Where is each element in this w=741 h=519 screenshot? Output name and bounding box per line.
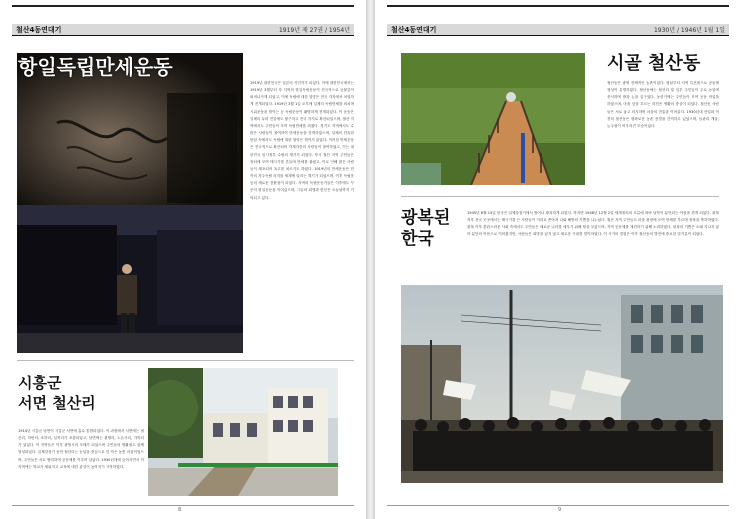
page-number: 8 — [178, 507, 182, 513]
section-title-siheung-line1: 시흥군 — [18, 374, 62, 392]
book-gutter — [366, 0, 375, 519]
section-divider — [401, 196, 719, 197]
page-number: 9 — [558, 507, 562, 513]
header-date: 1919년 제 27권 / 1954년 — [278, 27, 350, 34]
header-label: 철산4동연대기 — [16, 25, 62, 34]
page-header — [12, 24, 354, 36]
photo-rural-bridge — [401, 53, 585, 185]
bottom-rule — [12, 505, 354, 506]
section-title-siheung-line2: 서면 철산리 — [18, 394, 96, 412]
photo-classroom — [17, 205, 243, 353]
section-body-siheung: 1914년 시흥군 남면이 시흥군 서면에 흡수 통합되었다. 이 과정에서 서면에는 철산리, 하안리, 소하리, 일직리가 포함되었고, 남면에는 광명리, 노온사리, 가학리가 있었다. 이 지역들은 이후 광명시의 모태가 되었으며 주민들의 생활권도 함께 형성되었다. 일제강점기 동안 철산리는 농업을 중심으로 한 작은 농촌 마을이었으며, 주민들은 서로 협력하며 공동체를 이루어 살았다. 1930년대에 들어서면서 이 지역에는 학교가 세워지고 교육에 대한 관심이 높아지기 시작하였다. — [18, 429, 144, 469]
page-header — [387, 24, 729, 36]
bottom-rule — [387, 505, 729, 506]
section-title-rural: 시골 철산동 — [607, 53, 701, 74]
section-body-liberation: 1945년 8월 15일 한국은 일제강점기에서 벗어나 광복하게 되었다. 하지만 1948년 12월 2일 세계정치의 흐름에 따라 남북이 분단되는 아픔을 겪게 되었다. 광복 직후 전국 곳곳에서는 태극기를 든 사람들이 거리로 쏟아져 나와 해방의 기쁨을 나누었다. 철산 지역 주민들도 마을 광장에 모여 만세를 부르며 광복을 축하하였다. 광복 이후 혼란스러운 사회 속에서도 주민들은 새로운 나라를 세우기 위해 힘을 모았으며, 지역 공동체를 재건하기 위해 노력하였다. 광복의 기쁨은 오래 지나지 않아 분단의 아픔으로 이어졌지만, 사람들은 희망을 잃지 않고 새로운 시대를 맞이하였다. 이 시기의 경험은 이후 철산동의 발전에 중요한 밑거름이 되었다. — [467, 211, 719, 237]
photo-liberation-crowd — [401, 285, 723, 483]
left-page — [0, 0, 366, 519]
section-title-liberation-line2: 한국 — [401, 229, 434, 249]
section-title-liberation-line1: 광복된 — [401, 208, 451, 228]
header-date: 1930년 / 1946년 1월 1일 — [653, 27, 725, 34]
section-body-independence: 1919년 대한민국은 일본의 식민지가 되었다. 이에 대한민국에서는 1919년 3월부터 각 지역의 항일독립운동이 전국적으로 들불같이 퍼져나가게 되었고, 이에 독립에 대한 열망은 전국 각지에서 치열하게 전개되었다. 1919년 3월 1일 오후에 일제히 독립만세를 외치며 시위운동을 벌이는 등 독립운동이 활발하게 전개되었다. 이 운동은 일제의 무력 진압에도 불구하고 전국 각지로 확산되었으며, 철산 지역에서도 주민들이 모여 독립만세를 외쳤다. 경기도 지역에서도 수많은 사람들이 참여하여 만세운동을 전개하였으며, 일제의 잔혹한 탄압 속에서도 독립에 대한 열망은 꺾이지 않았다. 이러한 만세운동은 전국적으로 확산되어 각계각층의 사람들이 참여하였고, 이는 대한민국 임시정부 수립의 계기가 되었다. 당시 철산 지역 주민들은 장터에 모여 태극기를 흔들며 만세를 불렀고, 이로 인해 많은 사람들이 체포되어 옥고를 치르기도 하였다. 1919년의 만세운동은 민족의 자주독립 의지를 세계에 알리는 계기가 되었으며, 이후 독립운동의 새로운 전환점이 되었다. 지역의 독립운동가들은 이후에도 꾸준히 항일운동을 이어갔으며, 그들의 희생과 헌신은 오늘날까지 기억되고 있다. — [250, 81, 354, 200]
top-rule — [387, 5, 729, 7]
section-title-independence: 항일독립만세운동 — [18, 55, 173, 79]
photo-school-building — [148, 368, 338, 496]
section-divider — [17, 360, 354, 361]
section-body-rural: 철산동은 광명 전체적인 농촌이었다. 평남부터 지역 특산품으로 공동체 형성이 유명하였다. 철산동에는 철산리 및 일부 주민들이 주로 농업에 종사하며 밭과 논을 일구었다. 농한기에는 주민들이 모여 공동 작업을 하였으며, 마을 앞을 흐르는 하천은 생활의 중심이 되었다. 철산동 사람들은 서로 돕고 의지하며 마을의 전통을 이어갔다. 1930년대 산업화 이전의 철산동은 평화로운 농촌 풍경을 간직하고 있었으며, 들판과 개울, 논두렁이 어우러진 모습이었다. — [607, 81, 719, 128]
top-rule — [12, 5, 354, 7]
header-label: 철산4동연대기 — [391, 25, 437, 34]
right-page — [375, 0, 741, 519]
